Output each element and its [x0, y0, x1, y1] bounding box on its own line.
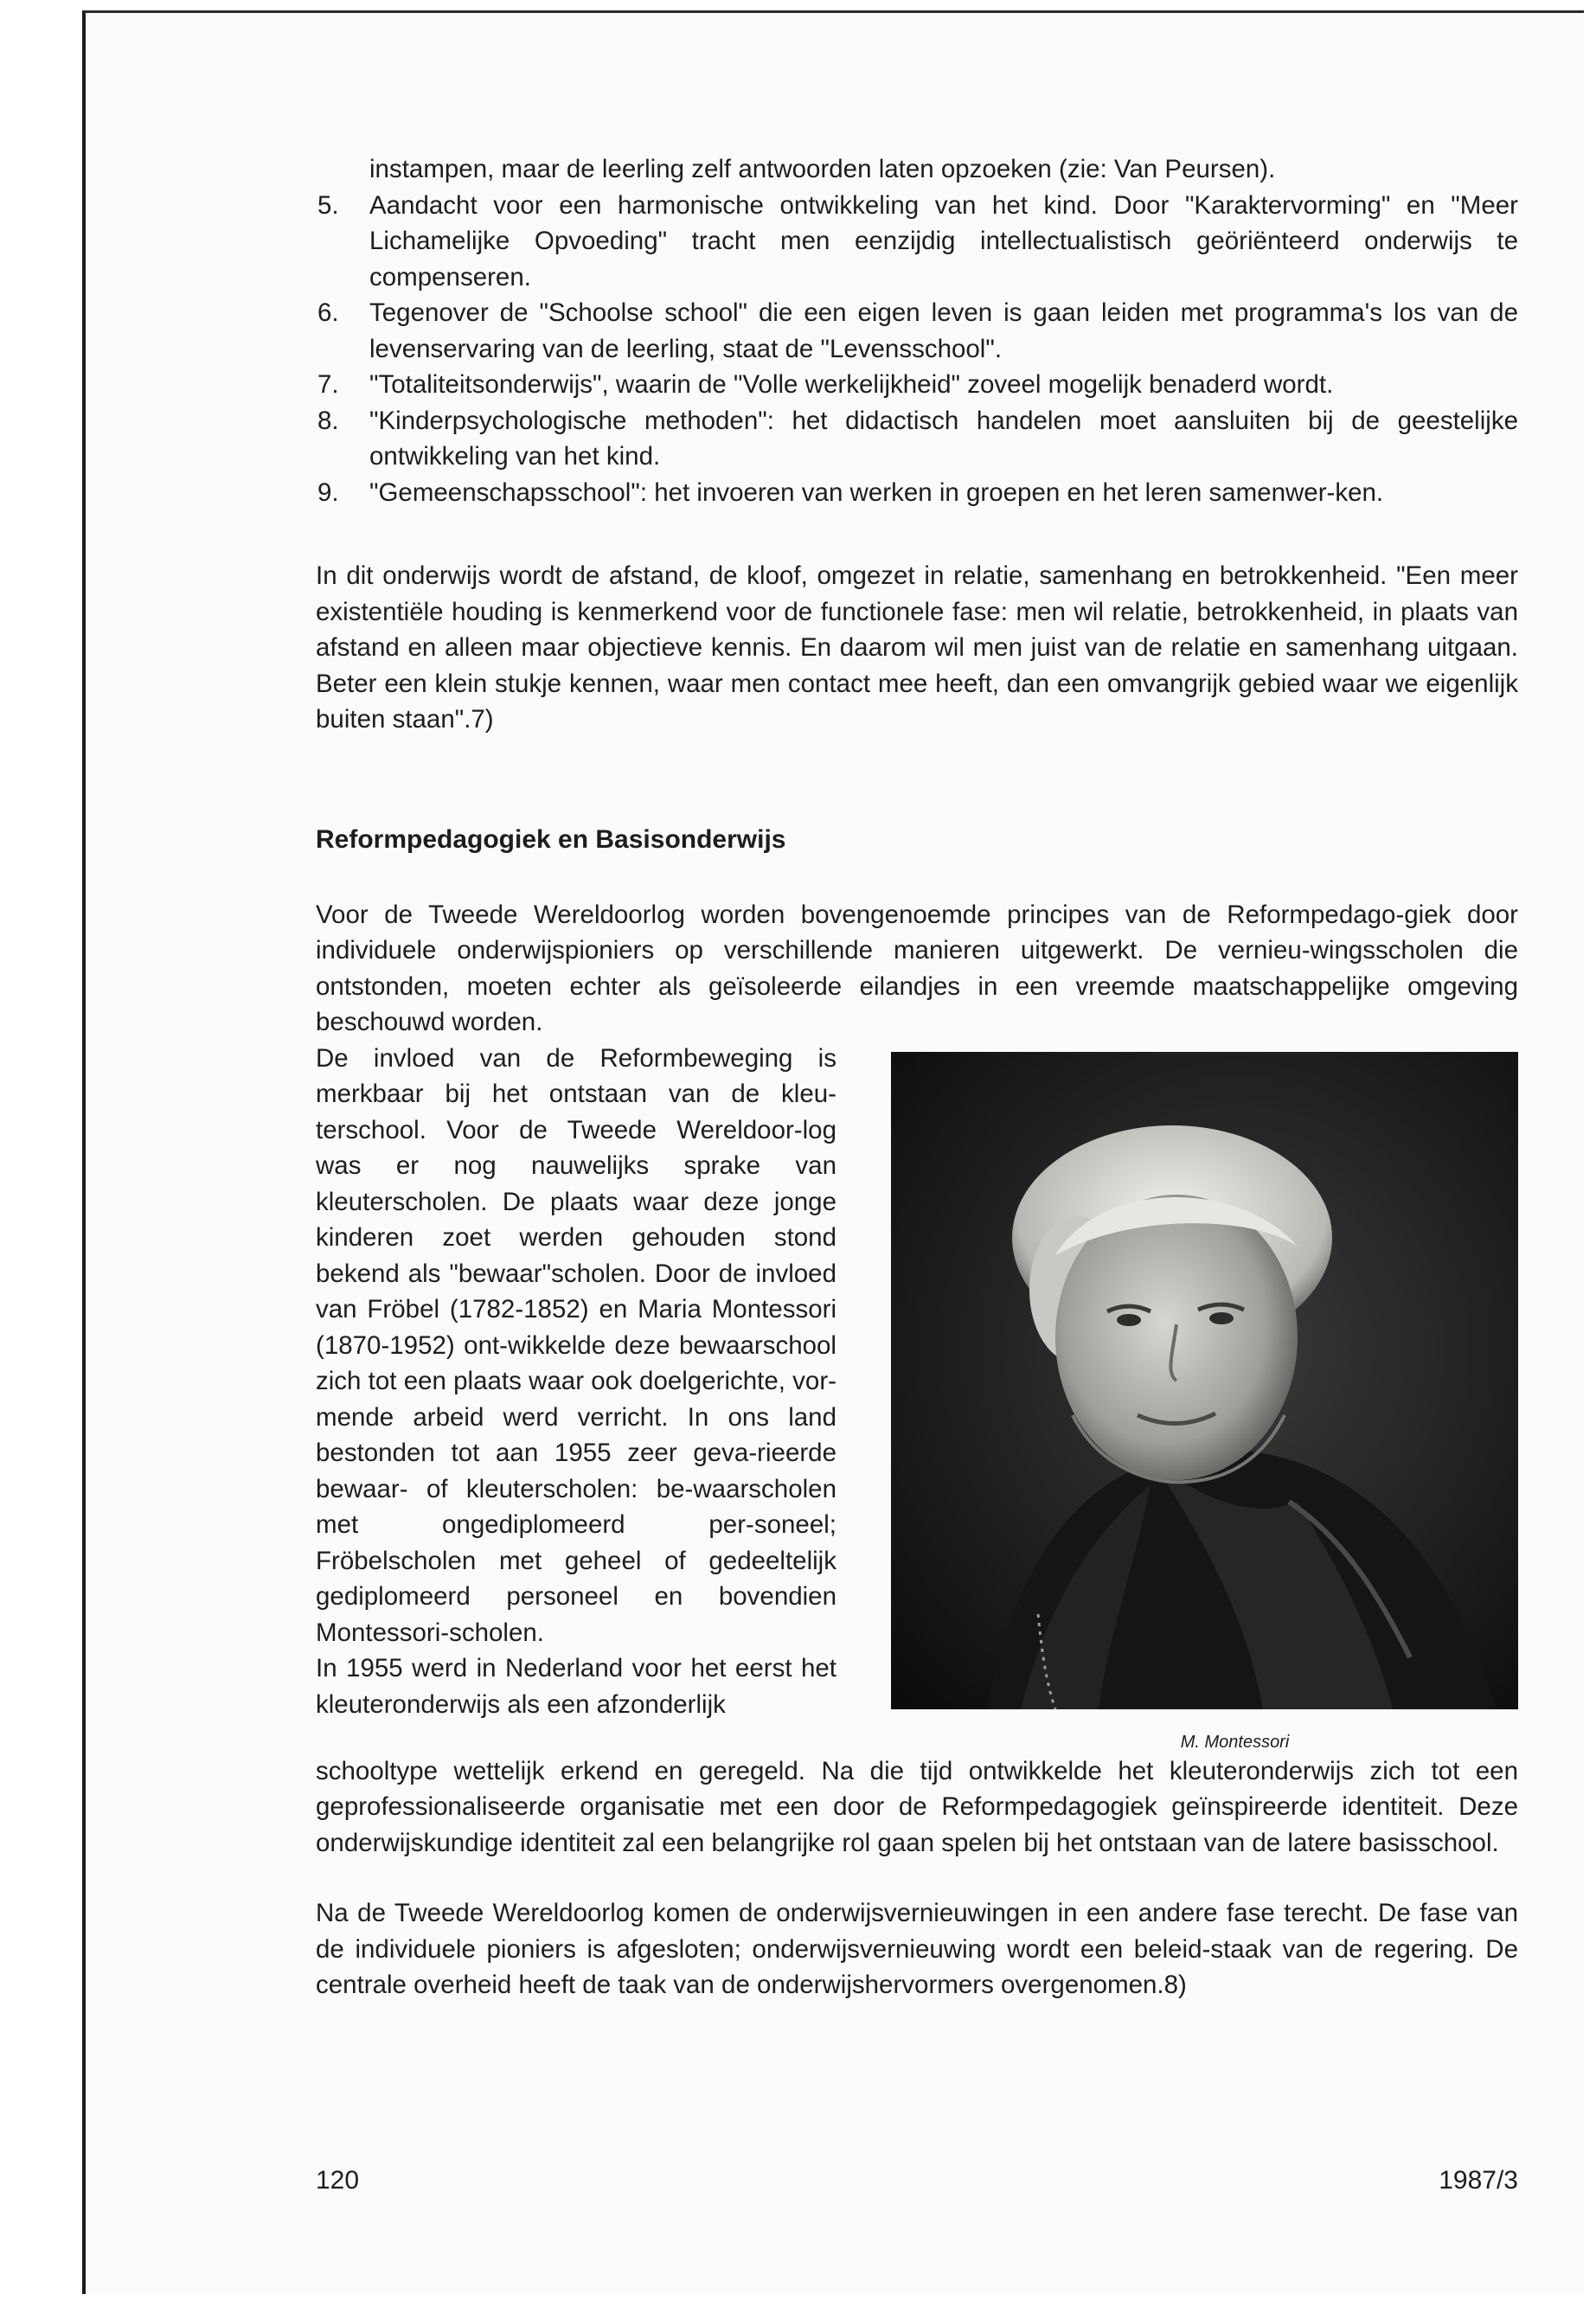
list-text: Aandacht voor een harmonische ontwikkeling van het kind. Door "Karaktervorming" en "Meer Lichamelijke Opvoeding" tracht men eenzijdig intellectualistisch geöriënteerd onderwijs te compenseren. [369, 190, 1518, 292]
list-number: 8. [317, 406, 339, 435]
paragraph-reform: Voor de Tweede Wereldoorlog worden bovengenoemde principes van de Reformpedago-giek door individuele onderwijspioniers op verschillende manieren uitgewerkt. De vernieu-wingsscholen die ontstonden, moeten echter als geïsoleerde eilandjes in een vreemde maatschappelijke omgeving beschouwd worden. [316, 900, 1518, 1036]
list-item [316, 403, 1518, 475]
list-number: 9. [317, 478, 339, 507]
intro-line: instampen, maar de leerling zelf antwoorden laten opzoeken (zie: Van Peursen). [369, 155, 1276, 183]
text-with-figure [316, 1041, 1518, 1753]
list-text: "Totaliteitsonderwijs", waarin de "Volle werkelijkheid" zoveel mogelijk benaderd wordt. [369, 370, 1334, 399]
list-item [316, 295, 1518, 367]
paragraph-quote: In dit onderwijs wordt de afstand, de kloof, omgezet in relatie, samenhang en betrokkenheid. "Een meer existentiële houding is kenmerkend voor de functionele fase: men wil relatie, betrokkenheid, in plaats van afstand en alleen maar objectieve kennis. En daarom wil men juist van de relatie en samenhang uitgaan. Beter een klein stukje kennen, waar men contact mee heeft, dan een omvangrijk gebied waar we eigenlijk buiten staan".7) [316, 561, 1518, 734]
list-text: "Kinderpsychologische methoden": het didactisch handelen moet aansluiten bij de geestelijke ontwikkeling van het kind. [369, 406, 1518, 471]
paragraph-1955: In 1955 werd in Nederland voor het eerst het kleuteronderwijs als een afzonderlijk [316, 1654, 836, 1719]
page [82, 10, 1584, 2294]
principles-list [316, 188, 1518, 511]
list-number: 5. [317, 190, 339, 220]
portrait-figure [891, 1052, 1518, 1753]
issue-number: 1987/3 [1439, 2166, 1518, 2195]
section-heading: Reformpedagogiek en Basisonderwijs [316, 824, 786, 854]
list-text: "Gemeenschapsschool": het invoeren van werken in groepen en het leren samenwer-ken. [369, 478, 1384, 507]
list-item [316, 367, 1518, 403]
list-item [316, 188, 1518, 296]
page-content [316, 151, 1518, 2003]
left-column [316, 1041, 836, 1723]
portrait-photo [891, 1052, 1518, 1709]
figure-caption: M. Montessori [1180, 1732, 1290, 1752]
paragraph-postwar: Na de Tweede Wereldoorlog komen de onderwijsvernieuwingen in een andere fase terecht. De fase van de individuele pioniers is afgesloten; onderwijsvernieuwing wordt een beleid-staak van de regering. De centrale overheid heeft de taak van de onderwijshervormers overgenomen.8) [316, 1899, 1518, 1999]
list-text: Tegenover de "Schoolse school" die een eigen leven is gaan leiden met programma's los van de levenservaring van de leerling, staat de "Levensschool". [369, 298, 1518, 363]
list-number: 7. [317, 370, 339, 399]
list-number: 6. [317, 298, 339, 327]
page-footer [316, 2163, 1518, 2198]
page-number: 120 [316, 2166, 360, 2195]
paragraph-kleuterschool: De invloed van de Reformbeweging is merkbaar bij het ontstaan van de kleu-terschool. Voor de Tweede Wereldoor-log was er nog nauwelijks sprake van kleuterscholen. De plaats waar deze jonge kinderen zoet werden gehouden stond bekend als "bewaar"scholen. Door de invloed van Fröbel (1782-1852) en Maria Montessori (1870-1952) ont-wikkelde deze bewaarschool zich tot een plaats waar ook doelgerichte, vor-mende arbeid werd verricht. In ons land bestonden tot aan 1955 zeer geva-rieerde bewaar- of kleuterscholen: be-waarscholen met ongediplomeerd per-soneel; Fröbelscholen met geheel of gedeeltelijk gediplomeerd personeel en bovendien Montessori-scholen. [316, 1043, 836, 1647]
list-item [316, 475, 1518, 511]
paragraph-schooltype: schooltype wettelijk erkend en geregeld. Na die tijd ontwikkelde het kleuteronderwijs zich tot een geprofessionaliseerde organisatie met een door de Reformpedagogiek geïnspireerde identiteit. Deze onderwijskundige identiteit zal een belangrijke rol gaan spelen bij het ontstaan van de latere basisschool. [316, 1756, 1518, 1857]
